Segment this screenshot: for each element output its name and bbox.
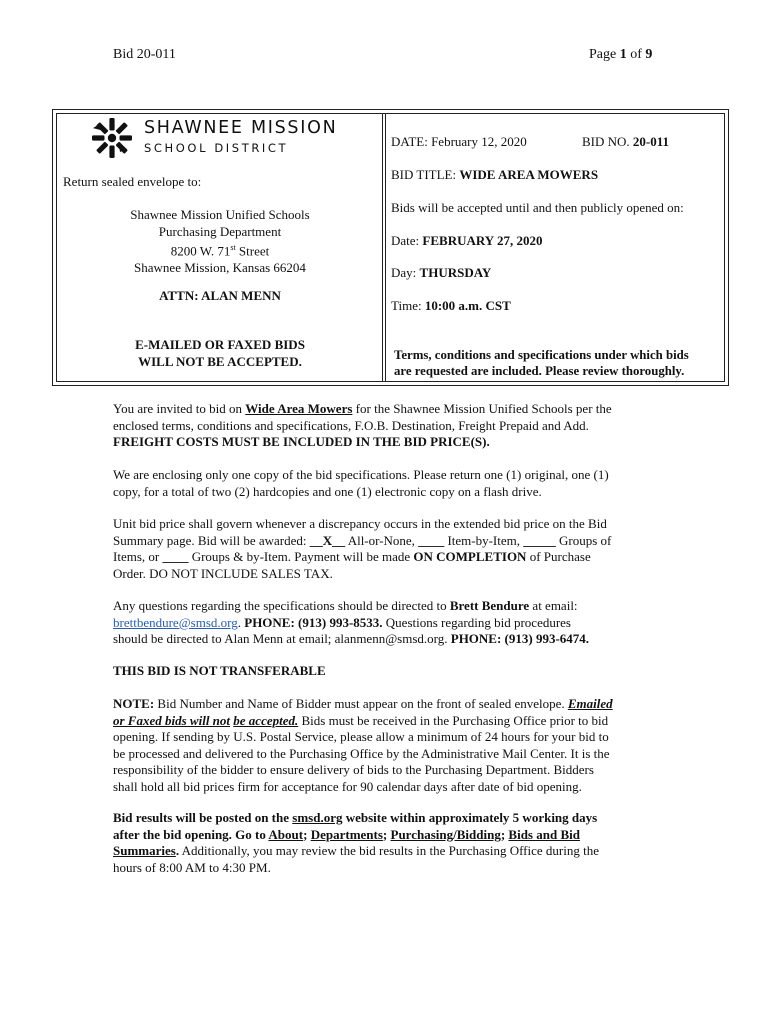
address-line3-pre: 8200 W. 71 — [170, 243, 231, 259]
award-groups-by-item-blank: ____ — [162, 549, 189, 564]
note-emphasis-3: be accepted. — [233, 712, 299, 728]
bid-info-box-divider — [382, 113, 386, 382]
open-date-label: Date: — [391, 233, 423, 248]
nav-about-link[interactable]: About — [268, 826, 304, 842]
results-site-link[interactable]: smsd.org — [292, 810, 343, 825]
address-line4: Shawnee Mission, Kansas 66204 — [134, 259, 306, 275]
paragraph-invitation — [113, 401, 673, 451]
note-label: NOTE: — [113, 696, 155, 711]
note-text-b: Bids must be received in the Purchasing Office prior to bid — [298, 712, 609, 728]
address-line3 — [60, 240, 380, 260]
paragraph-results — [113, 810, 673, 876]
results-line1 — [113, 810, 673, 827]
contacts-text-e: should be directed to Alan Menn at email; alanmenn@smsd.org. — [113, 631, 451, 646]
results-line4: hours of 8:00 AM to 4:30 PM. — [113, 859, 271, 875]
results-text-a: Bid results will be posted on the — [113, 810, 293, 825]
terms-line2: are requested are included. Please review thoroughly. — [394, 364, 685, 378]
award-text-f: Groups & by-Item. Payment will be made — [188, 549, 414, 564]
bid-no-value: 20-011 — [632, 134, 670, 149]
open-day — [391, 265, 491, 281]
award-text-e: Items, or — [113, 549, 163, 564]
contact-email-link[interactable]: brettbendure@smsd.org — [113, 614, 238, 630]
open-day-label: Day: — [391, 265, 420, 280]
address-line1: Shawnee Mission Unified Schools — [130, 207, 310, 222]
terms-line1: Terms, conditions and specifications under which bids — [394, 348, 689, 362]
award-text-g: of Purchase — [526, 549, 591, 564]
warning-line2: WILL NOT BE ACCEPTED. — [138, 353, 302, 369]
copies-line2: copy, for a total of two (2) hardcopies and one (1) electronic copy on a flash drive. — [113, 483, 542, 499]
award-text-c: Item-by-Item, — [444, 532, 524, 548]
return-address — [60, 207, 380, 276]
award-line1: Unit bid price shall govern whenever a discrepancy occurs in the extended bid price on the Bid — [113, 516, 607, 531]
page-total: 9 — [645, 47, 653, 62]
note-line6: shall hold all bid prices firm for acceptance for 90 calendar days after date of bid opening. — [113, 778, 582, 794]
address-line3-post: Street — [235, 243, 270, 259]
note-line1 — [113, 696, 673, 713]
open-time-value: 10:00 a.m. CST — [424, 298, 511, 313]
return-label: Return sealed envelope to: — [63, 174, 202, 189]
header-bid-ref: Bid 20-011 — [113, 47, 176, 62]
award-all-or-none-mark: __X__ — [309, 532, 346, 548]
results-line2: after the bid opening. Go to About; Departments; Purchasing/Bidding; Bids and Bid — [113, 826, 580, 842]
results-text-d: Additionally, you may review the bid results in the Purchasing Office during the — [179, 843, 599, 858]
paragraph-note — [113, 696, 673, 795]
payment-terms: ON COMPLETION — [413, 549, 527, 564]
page-number: 1 — [619, 47, 627, 62]
open-time — [391, 298, 511, 314]
page-of: of — [626, 47, 646, 62]
open-day-value: THURSDAY — [419, 265, 492, 280]
contacts-line3 — [113, 631, 673, 648]
invitation-line3 — [113, 434, 673, 451]
note-emphasis-1: Emailed — [567, 696, 613, 711]
nav-bids-link-part1[interactable]: Bids and Bid — [508, 826, 580, 842]
contacts-line2 — [113, 615, 673, 632]
address-line3-sup: st — [230, 243, 236, 252]
award-line4: Order. DO NOT INCLUDE SALES TAX. — [113, 565, 333, 581]
logo-line1: SHAWNEE MISSION — [144, 118, 338, 138]
contacts-text-a: Any questions regarding the specifications should be directed to — [113, 598, 450, 613]
contacts-text-c: . — [237, 614, 245, 630]
contacts-text-d: Questions regarding bid procedures — [382, 614, 571, 630]
invitation-line2: enclosed terms, conditions and specifications, F.O.B. Destination, Freight Prepaid and Add. — [113, 417, 589, 433]
logo-line2: SCHOOL DISTRICT — [144, 141, 289, 155]
note-text-a: Bid Number and Name of Bidder must appear on the front of sealed envelope. — [154, 696, 568, 711]
open-date — [391, 233, 542, 249]
bid-item-name: Wide Area Mowers — [245, 401, 353, 416]
copies-line1: We are enclosing only one copy of the bid specifications. Please return one (1) original, one (1) — [113, 467, 609, 482]
note-line5: responsibility of the bidder to ensure delivery of bids to the Purchasing Department. Bidders — [113, 762, 594, 777]
nav-departments-link[interactable]: Departments — [310, 826, 383, 842]
award-item-blank: ____ — [418, 532, 445, 548]
contact-phone1: PHONE: (913) 993-8533. — [244, 614, 383, 630]
award-line3 — [113, 549, 673, 566]
address-line2: Purchasing Department — [158, 223, 282, 239]
bid-number — [582, 134, 669, 150]
freight-notice: FREIGHT COSTS MUST BE INCLUDED IN THE BID PRICE(S). — [113, 434, 490, 449]
contacts-line1 — [113, 598, 673, 615]
no-email-warning — [60, 337, 380, 370]
attn-line: ATTN: ALAN MENN — [159, 288, 281, 303]
nav-bids-link-part2[interactable]: Summaries — [113, 843, 176, 858]
award-line2 — [113, 533, 673, 550]
paragraph-copies — [113, 467, 673, 500]
date-label: DATE: February 12, 2020 — [391, 134, 527, 149]
invitation-text-a: You are invited to bid on — [113, 401, 246, 416]
terms-notice — [394, 347, 689, 379]
note-line3: opening. If sending by U.S. Postal Service, please allow a minimum of 24 hours for your bid to — [113, 729, 609, 744]
contact-phone2: PHONE: (913) 993-6474. — [450, 631, 590, 646]
open-notice: Bids will be accepted until and then publicly opened on: — [391, 200, 684, 215]
results-text-c: after the bid opening. Go to — [113, 826, 269, 842]
invitation-line1 — [113, 401, 673, 418]
header-page-indicator — [589, 47, 652, 63]
note-line2 — [113, 713, 673, 730]
note-line4: be processed and delivered to the Purchasing Office by the Administrative Mail Center. It is the — [113, 745, 610, 761]
paragraph-contacts — [113, 598, 673, 648]
contacts-text-b: at email: — [529, 598, 578, 613]
district-logo — [90, 116, 360, 160]
open-date-value: FEBRUARY 27, 2020 — [422, 233, 543, 248]
invitation-text-b: for the Shawnee Mission Unified Schools per the — [352, 401, 612, 416]
not-transferable-line — [113, 663, 673, 680]
district-star-logo-icon — [90, 116, 134, 160]
page-prefix: Page — [589, 47, 620, 62]
paragraph-not-transferable — [113, 663, 673, 680]
not-transferable-notice: THIS BID IS NOT TRANSFERABLE — [113, 663, 326, 678]
results-text-b: website within approximately 5 working days — [342, 810, 598, 825]
nav-purchasing-link[interactable]: Purchasing/Bidding — [390, 826, 501, 842]
note-emphasis-2: or Faxed bids will not — [113, 712, 231, 728]
bid-title — [391, 167, 598, 183]
bid-title-label: BID TITLE: — [391, 167, 460, 182]
award-text-a: Summary page. Bid will be awarded: — [113, 532, 310, 548]
results-line3: Summaries. Additionally, you may review the bid results in the Purchasing Office during the — [113, 843, 599, 858]
contact-name: Brett Bendure — [449, 598, 530, 613]
bid-title-value: WIDE AREA MOWERS — [459, 167, 599, 182]
open-time-label: Time: — [391, 298, 425, 313]
bid-no-label: BID NO. — [582, 134, 633, 149]
award-text-d: Groups of — [555, 532, 612, 548]
warning-line1: E-MAILED OR FAXED BIDS — [135, 337, 305, 352]
paragraph-award — [113, 516, 673, 582]
award-text-b: All-or-None, — [345, 532, 419, 548]
award-groups-blank: _____ — [523, 532, 556, 548]
